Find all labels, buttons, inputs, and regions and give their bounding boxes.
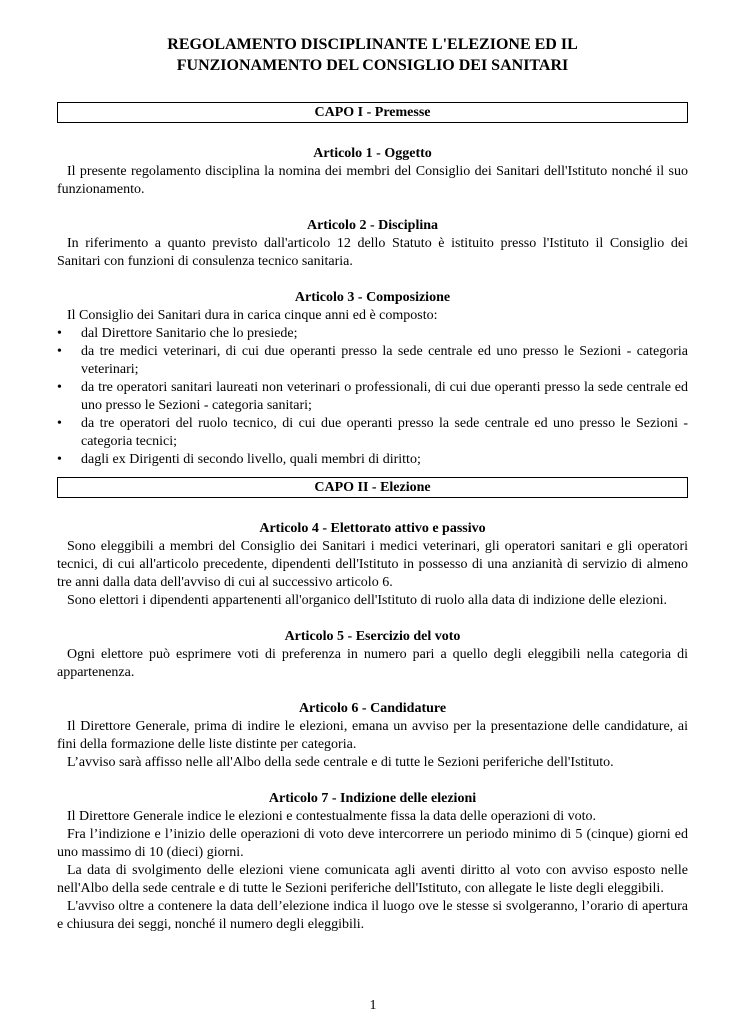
list-item: • da tre medici veterinari, di cui due operanti presso la sede centrale ed uno presso le Sezioni - categoria veterinari; — [81, 343, 688, 379]
document-title — [57, 34, 688, 76]
article-5-title: Articolo 5 - Esercizio del voto — [284, 629, 461, 644]
article-4-title: Articolo 4 - Elettorato attivo e passivo — [259, 521, 486, 536]
article-4-paragraph-2: Sono elettori i dipendenti appartenenti all'organico dell'Istituto di ruolo alla data di indizione delle elezioni. — [67, 593, 668, 608]
article-1-title: Articolo 1 - Oggetto — [313, 146, 432, 161]
article-7-paragraph-4: L'avviso oltre a contenere la data dell’elezione indica il luogo ove le stesse si svolgeranno, l’orario di apertura e chiusura dei seggi, nonché il numero degli eleggibili. — [57, 899, 688, 932]
article-1-paragraph: Il presente regolamento disciplina la nomina dei membri del Consiglio dei Sanitari dell'Istituto nonché il suo funzionamento. — [57, 164, 688, 197]
article-3-title: Articolo 3 - Composizione — [294, 290, 451, 305]
article-2-paragraph: In riferimento a quanto previsto dall'articolo 12 dello Statuto è istituito presso l'Istituto il Consiglio dei Sanitari con funzioni di consulenza tecnico sanitaria. — [57, 236, 688, 269]
list-item: • dagli ex Dirigenti di secondo livello, quali membri di diritto; — [81, 451, 688, 469]
article-7-paragraph-1: Il Direttore Generale indice le elezioni e contestualmente fissa la data delle operazioni di voto. — [67, 809, 597, 824]
article-3 — [57, 289, 688, 469]
article-6-title: Articolo 6 - Candidature — [298, 701, 447, 716]
document-title-line-2: FUNZIONAMENTO DEL CONSIGLIO DEI SANITARI — [176, 57, 569, 74]
article-5 — [57, 628, 688, 682]
article-6-paragraph-2: L’avviso sarà affisso nelle all'Albo della sede centrale e di tutte le Sezioni periferiche dell'Istituto. — [67, 755, 614, 770]
article-4 — [57, 520, 688, 610]
document-title-line-1: REGOLAMENTO DISCIPLINANTE L'ELEZIONE ED IL — [167, 36, 578, 53]
article-4-paragraph-1: Sono eleggibili a membri del Consiglio dei Sanitari i medici veterinari, gli operatori sanitari e gli operatori tecnici, di cui all'articolo precedente, dipendenti dell'Istituto in possesso di una anzianità di servizio di almeno tre anni dalla data dell'avviso di cui al successivo articolo 6. — [57, 539, 688, 590]
article-7-title: Articolo 7 - Indizione delle elezioni — [268, 791, 477, 806]
article-3-paragraph: Il Consiglio dei Sanitari dura in carica cinque anni ed è composto: — [67, 308, 438, 323]
capo-2-heading: CAPO II - Elezione — [57, 477, 688, 498]
article-7-paragraph-3: La data di svolgimento delle elezioni viene comunicata agli aventi diritto al voto con avviso esposto nelle nell'Albo della sede centrale e di tutte le Sezioni periferiche dell'Istituto, con allegate le liste degli eleggibili. — [57, 863, 688, 896]
capo-1-heading: CAPO I - Premesse — [57, 102, 688, 123]
article-1 — [57, 145, 688, 199]
composition-list — [57, 325, 688, 469]
article-6-paragraph-1: Il Direttore Generale, prima di indire le elezioni, emana un avviso per la presentazione delle candidature, ai fini della formazione delle liste distinte per categoria. — [57, 719, 688, 752]
list-item: • da tre operatori del ruolo tecnico, di cui due operanti presso la sede centrale ed uno presso le Sezioni - categoria tecnici; — [81, 415, 688, 451]
list-item: • dal Direttore Sanitario che lo presiede; — [81, 325, 688, 343]
document-page — [57, 34, 688, 952]
page-number: 1 — [369, 998, 377, 1013]
article-7 — [57, 790, 688, 934]
article-7-paragraph-2: Fra l’indizione e l’inizio delle operazioni di voto deve intercorrere un periodo minimo di 5 (cinque) giorni ed uno massimo di 10 (dieci) giorni. — [57, 827, 688, 860]
article-6 — [57, 700, 688, 772]
article-2 — [57, 217, 688, 271]
article-2-title: Articolo 2 - Disciplina — [306, 218, 439, 233]
list-item: • da tre operatori sanitari laureati non veterinari o professionali, di cui due operanti presso la sede centrale ed uno presso le Sezioni - categoria sanitari; — [81, 379, 688, 415]
article-5-paragraph: Ogni elettore può esprimere voti di preferenza in numero pari a quello degli eleggibili nella categoria di appartenenza. — [57, 647, 688, 680]
